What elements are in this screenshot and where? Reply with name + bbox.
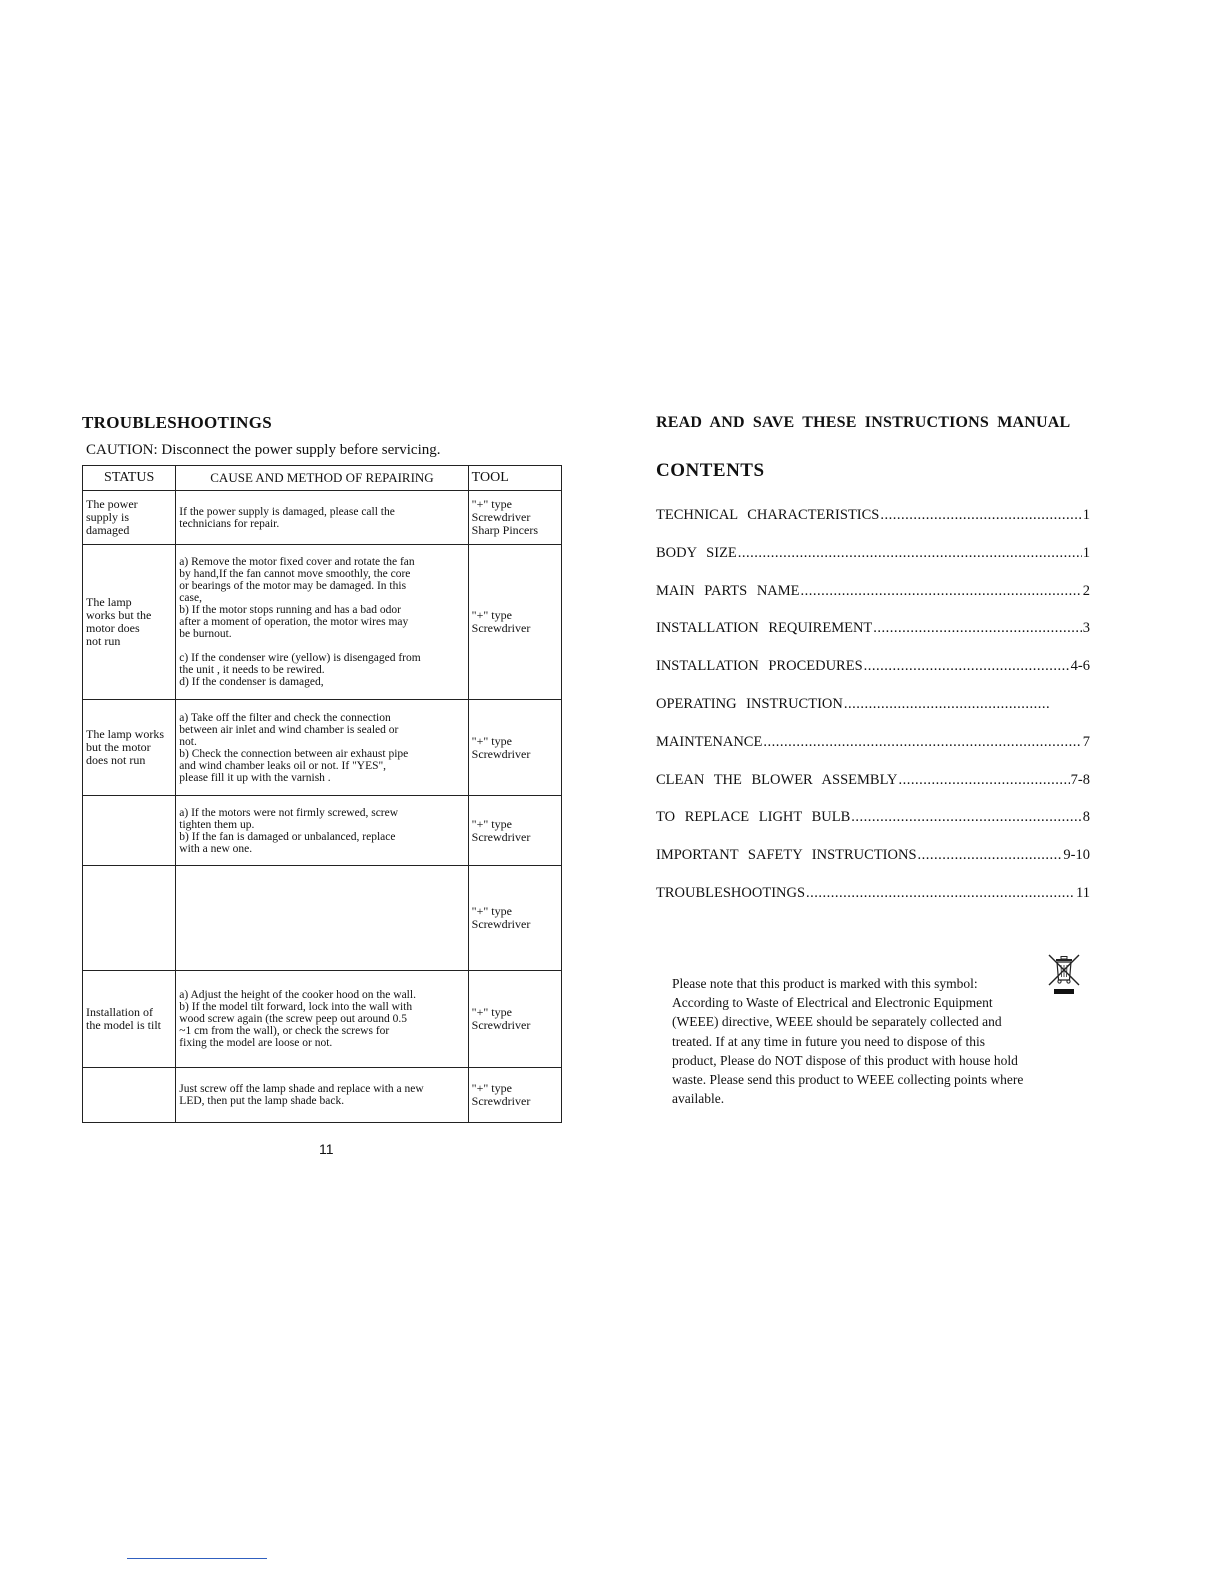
- toc-label: MAINTENANCE: [656, 733, 763, 750]
- toc-page: 4-6: [1070, 658, 1090, 675]
- toc-leader: [801, 583, 1082, 600]
- crossed-out-wheelie-bin-icon: [1046, 953, 1082, 997]
- toc-leader: [918, 847, 1063, 864]
- status-cell: [83, 796, 176, 866]
- toc-page: 11: [1076, 884, 1090, 901]
- toc-leader: [880, 507, 1081, 524]
- tool-cell: "+" type Screwdriver: [468, 545, 561, 700]
- toc-leader: [864, 658, 1070, 675]
- status-cell: The lamp works but the motor does not run: [83, 700, 176, 796]
- cause-cell: a) Take off the filter and check the connection between air inlet and wind chamber is sealed or not. b) Check the connection between air exhaust pipe and wind chamber leaks oil or not. If "YES", please fill it up with the varnish .: [176, 700, 468, 796]
- tool-cell: "+" type Screwdriver Sharp Pincers: [468, 491, 561, 545]
- cause-cell: Just screw off the lamp shade and replace with a new LED, then put the lamp shade back.: [176, 1068, 468, 1123]
- toc-label: BODY SIZE: [656, 544, 737, 561]
- table-of-contents: [656, 507, 1090, 923]
- tool-cell: "+" type Screwdriver: [468, 971, 561, 1068]
- page-number: 11: [319, 1141, 334, 1157]
- cause-cell: a) Remove the motor fixed cover and rotate the fan by hand,If the fan cannot move smoothly, the core or bearings of the motor may be damaged. In this case, b) If the motor stops running and has a bad odor after a moment of operation, the motor wires may be burnout. c) If the condenser wire (yellow) is disengaged from the unit , it needs to be rewired. d) If the condenser is damaged,: [176, 545, 468, 700]
- header-status: STATUS: [83, 466, 176, 491]
- toc-page: 3: [1082, 620, 1090, 637]
- toc-entry: [656, 696, 1090, 734]
- toc-page: 7-8: [1070, 771, 1090, 788]
- table-row: [83, 1068, 562, 1123]
- toc-page: 7: [1082, 733, 1090, 750]
- toc-entry: [656, 620, 1090, 658]
- cause-cell: If the power supply is damaged, please call the technicians for repair.: [176, 491, 468, 545]
- tool-cell: "+" type Screwdriver: [468, 1068, 561, 1123]
- toc-label: OPERATING INSTRUCTION: [656, 695, 843, 712]
- status-cell: [83, 866, 176, 971]
- status-cell: Installation of the model is tilt: [83, 971, 176, 1068]
- toc-leader: [806, 885, 1075, 902]
- table-header-row: [83, 466, 562, 491]
- toc-entry: [656, 885, 1090, 923]
- toc-entry: [656, 772, 1090, 810]
- toc-leader: [898, 772, 1069, 789]
- footer-rule: [127, 1558, 267, 1559]
- toc-page: 1: [1082, 507, 1090, 523]
- table-row: [83, 796, 562, 866]
- toc-page: 1: [1082, 544, 1090, 561]
- header-tool: TOOL: [468, 466, 561, 491]
- table-row: [83, 971, 562, 1068]
- status-cell: The lamp works but the motor does not run: [83, 545, 176, 700]
- cause-cell: [176, 866, 468, 971]
- toc-entry: [656, 809, 1090, 847]
- toc-leader: [763, 734, 1081, 751]
- cause-cell: a) If the motors were not firmly screwed, screw tighten them up. b) If the fan is damaged or unbalanced, replace with a new one.: [176, 796, 468, 866]
- tool-cell: "+" type Screwdriver: [468, 700, 561, 796]
- table-row: [83, 866, 562, 971]
- toc-page: 2: [1082, 582, 1090, 599]
- manual-header: READ AND SAVE THESE INSTRUCTIONS MANUAL: [656, 414, 1071, 431]
- toc-entry: [656, 507, 1090, 545]
- toc-label: CLEAN THE BLOWER ASSEMBLY: [656, 771, 898, 788]
- toc-label: TO REPLACE LIGHT BULB: [656, 809, 851, 826]
- troubleshooting-table: [82, 465, 562, 1123]
- toc-entry: [656, 847, 1090, 885]
- toc-leader: [738, 545, 1082, 562]
- toc-label: IMPORTANT SAFETY INSTRUCTIONS: [656, 847, 917, 864]
- status-cell: The power supply is damaged: [83, 491, 176, 545]
- toc-page: 8: [1082, 809, 1090, 826]
- table-row: [83, 700, 562, 796]
- caution-note: CAUTION: Disconnect the power supply before servicing.: [86, 442, 441, 458]
- toc-entry: [656, 583, 1090, 621]
- toc-leader: [873, 620, 1081, 637]
- toc-label: INSTALLATION REQUIREMENT: [656, 620, 873, 637]
- toc-entry: [656, 658, 1090, 696]
- troubleshooting-title: TROUBLESHOOTINGS: [82, 413, 272, 432]
- cause-cell: a) Adjust the height of the cooker hood on the wall. b) If the model tilt forward, lock into the wall with wood screw again (the screw peep out around 0.5 ~1 cm from the wall), or check the screws for fixing the model are loose or not.: [176, 971, 468, 1068]
- toc-leader: [844, 696, 1049, 713]
- toc-entry: [656, 545, 1090, 583]
- toc-label: INSTALLATION PROCEDURES: [656, 658, 863, 675]
- toc-page: 9-10: [1063, 847, 1090, 864]
- toc-entry: [656, 734, 1090, 772]
- toc-label: MAIN PARTS NAME: [656, 582, 800, 599]
- toc-leader: [851, 809, 1081, 826]
- table-row: [83, 545, 562, 700]
- header-cause: CAUSE AND METHOD OF REPAIRING: [176, 466, 468, 491]
- contents-title: CONTENTS: [656, 460, 765, 481]
- tool-cell: "+" type Screwdriver: [468, 866, 561, 971]
- toc-label: TROUBLESHOOTINGS: [656, 884, 806, 901]
- toc-label: TECHNICAL CHARACTERISTICS: [656, 507, 880, 523]
- status-cell: [83, 1068, 176, 1123]
- tool-cell: "+" type Screwdriver: [468, 796, 561, 866]
- table-row: [83, 491, 562, 545]
- weee-notice: Please note that this product is marked with this symbol: According to Waste of Electrical and Electronic Equipment (WEEE) directive, WEEE should be separately collected and treated. If at any time in future you need to dispose of this product, Please do NOT dispose of this product with house hold waste. Please send this product to WEEE collecting points where available.: [672, 976, 1024, 1107]
